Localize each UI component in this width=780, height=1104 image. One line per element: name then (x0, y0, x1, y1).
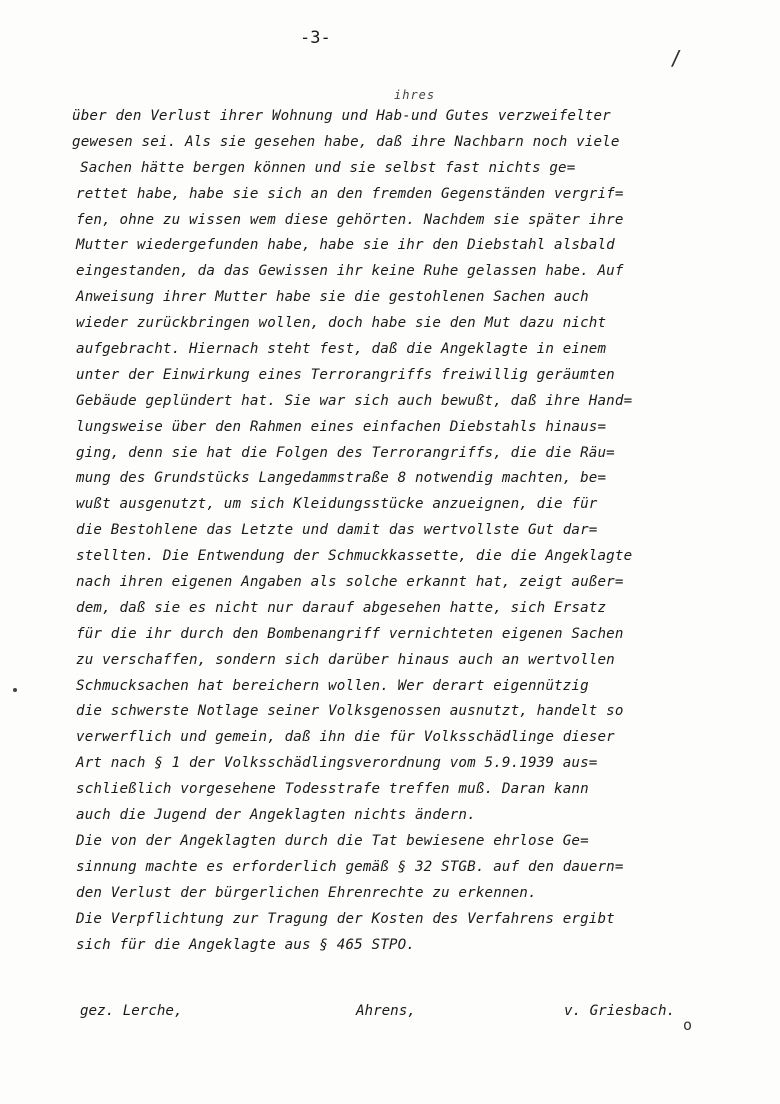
text-line: Gebäude geplündert hat. Sie war sich auch bewußt, daß ihre Hand= (76, 392, 633, 409)
text-line: fen, ohne zu wissen wem diese gehörten. Nachdem sie später ihre (76, 211, 624, 228)
corner-mark: o (683, 1016, 693, 1034)
text-line: Art nach § 1 der Volksschädlingsverordnung vom 5.9.1939 aus= (76, 755, 598, 772)
text-line: lungsweise über den Rahmen eines einfachen Diebstahls hinaus= (76, 418, 607, 435)
text-line: ging, denn sie hat die Folgen des Terrorangriffs, die die Räu= (76, 444, 615, 461)
text-line: auch die Jugend der Angeklagten nichts ändern. (76, 807, 476, 824)
text-line: zu verschaffen, sondern sich darüber hinaus auch an wertvollen (76, 651, 615, 668)
text-line: Die Verpflichtung zur Tragung der Kosten des Verfahrens ergibt (76, 910, 615, 927)
text-line: mung des Grundstücks Langedammstraße 8 notwendig machten, be= (76, 470, 607, 487)
text-line: wußt ausgenutzt, um sich Kleidungsstücke anzueignen, die für (76, 496, 598, 513)
text-line: Anweisung ihrer Mutter habe sie die gestohlenen Sachen auch (76, 289, 589, 306)
signature-ahrens: Ahrens, (356, 1003, 416, 1019)
text-line: den Verlust der bürgerlichen Ehrenrechte zu erkennen. (76, 884, 537, 901)
text-line: über den Verlust ihrer Wohnung und Hab-und Gutes verzweifelter (72, 108, 611, 124)
text-line: schließlich vorgesehene Todesstrafe treffen muß. Daran kann (76, 781, 589, 798)
text-line: eingestanden, da das Gewissen ihr keine Ruhe gelassen habe. Auf (76, 263, 624, 280)
margin-mark: / (670, 46, 683, 70)
margin-dot (13, 688, 17, 692)
text-line: sich für die Angeklagte aus § 465 STPO. (76, 936, 415, 953)
text-line: verwerflich und gemein, daß ihn die für Volksschädlinge dieser (76, 729, 615, 746)
signature-lerche: gez. Lerche, (80, 1003, 183, 1019)
text-line: stellten. Die Entwendung der Schmuckkassette, die die Angeklagte (76, 548, 633, 565)
text-line: aufgebracht. Hiernach steht fest, daß die Angeklagte in einem (76, 341, 607, 358)
body-text (72, 104, 740, 958)
text-line: Mutter wiedergefunden habe, habe sie ihr den Diebstahl alsbald (76, 237, 615, 254)
text-line: die schwerste Notlage seiner Volksgenossen ausnutzt, handelt so (76, 703, 624, 720)
text-line: die Bestohlene das Letzte und damit das wertvollste Gut dar= (76, 522, 598, 539)
text-line: wieder zurückbringen wollen, doch habe sie den Mut dazu nicht (76, 315, 607, 332)
text-line: Schmucksachen hat bereichern wollen. Wer derart eigennützig (76, 677, 589, 694)
text-line: rettet habe, habe sie sich an den fremden Gegenständen vergrif= (76, 185, 624, 202)
text-line: unter der Einwirkung eines Terrorangriffs freiwillig geräumten (76, 366, 615, 383)
text-line: Die von der Angeklagten durch die Tat bewiesene ehrlose Ge= (76, 832, 589, 849)
page-number: -3- (300, 28, 331, 48)
text-line: gewesen sei. Als sie gesehen habe, daß ihre Nachbarn noch viele (72, 133, 620, 150)
text-line: dem, daß sie es nicht nur darauf abgesehen hatte, sich Ersatz (76, 599, 607, 616)
signature-line (80, 1003, 720, 1029)
text-line: für die ihr durch den Bombenangriff vernichteten eigenen Sachen (76, 625, 624, 642)
text-line: Sachen hätte bergen können und sie selbst fast nichts ge= (80, 159, 576, 176)
signature-griesbach: v. Griesbach. (564, 1003, 676, 1019)
handwritten-insertion: ihres (394, 88, 436, 102)
text-line: sinnung machte es erforderlich gemäß § 32 STGB. auf den dauern= (76, 858, 624, 875)
text-line: nach ihren eigenen Angaben als solche erkannt hat, zeigt außer= (76, 574, 624, 591)
